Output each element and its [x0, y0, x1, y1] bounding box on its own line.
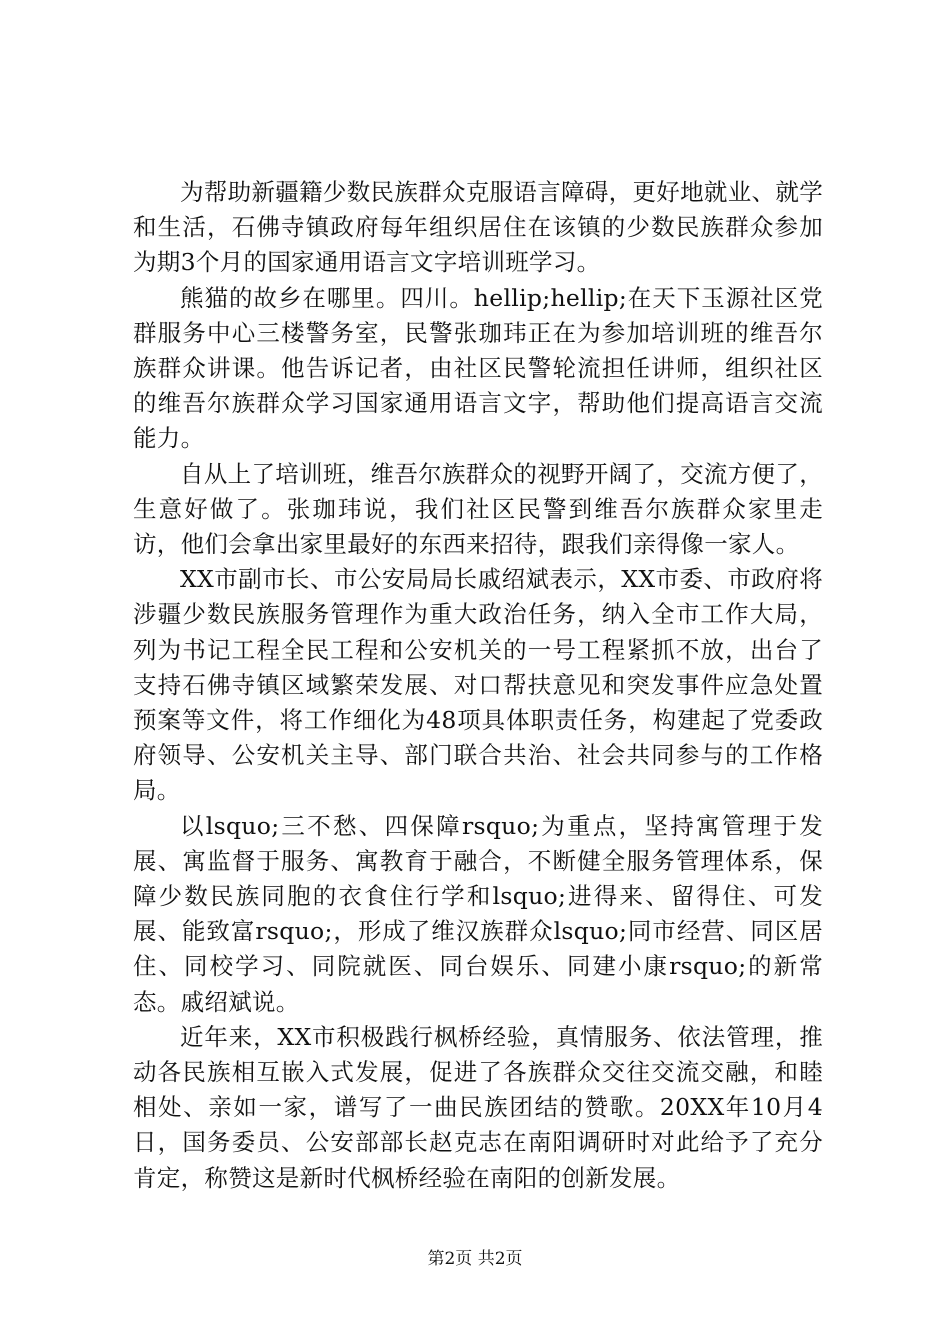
paragraph-1: 为帮助新疆籍少数民族群众克服语言障碍，更好地就业、就学和生活，石佛寺镇政府每年组织居住在该镇的少数民族群众参加为期3个月的国家通用语言文字培训班学习。 [133, 178, 823, 277]
paragraph-2: 熊猫的故乡在哪里。四川。hellip;hellip;在天下玉源社区党群服务中心三楼警务室，民警张珈玮正在为参加培训班的维吾尔族群众讲课。他告诉记者，由社区民警轮流担任讲师，组织社区的维吾尔族群众学习国家通用语言文字，帮助他们提高语言交流能力。 [133, 283, 823, 453]
page-footer [0, 1248, 950, 1270]
document-body [133, 175, 823, 1196]
paragraph-3: 自从上了培训班，维吾尔族群众的视野开阔了，交流方便了，生意好做了。张珈玮说，我们社区民警到维吾尔族群众家里走访，他们会拿出家里最好的东西来招待，跟我们亲得像一家人。 [133, 459, 823, 559]
page-number-label: 第2页 共2页 [427, 1249, 523, 1269]
paragraph-6: 近年来，XX市积极践行枫桥经验，真情服务、依法管理，推动各民族相互嵌入式发展，促进了各族群众交往交流交融，和睦相处、亲如一家，谱写了一曲民族团结的赞歌。20XX年10月4日，国务委员、公安部部长赵克志在南阳调研时对此给予了充分肯定，称赞这是新时代枫桥经验在南阳的创新发展。 [133, 1022, 823, 1192]
paragraph-4: XX市副市长、市公安局局长戚绍斌表示，XX市委、市政府将涉疆少数民族服务管理作为重大政治任务，纳入全市工作大局，列为书记工程全民工程和公安机关的一号工程紧抓不放，出台了支持石佛寺镇区域繁荣发展、对口帮扶意见和突发事件应急处置预案等文件，将工作细化为48项具体职责任务，构建起了党委政府领导、公安机关主导、部门联合共治、社会共同参与的工作格局。 [133, 565, 823, 805]
paragraph-5: 以lsquo;三不愁、四保障rsquo;为重点，坚持寓管理于发展、寓监督于服务、寓教育于融合，不断健全服务管理体系，保障少数民族同胞的衣食住行学和lsquo;进得来、留得住、可发展、能致富rsquo;，形成了维汉族群众lsquo;同市经营、同区居住、同校学习、同院就医、同台娱乐、同建小康rsquo;的新常态。戚绍斌说。 [133, 811, 823, 1016]
